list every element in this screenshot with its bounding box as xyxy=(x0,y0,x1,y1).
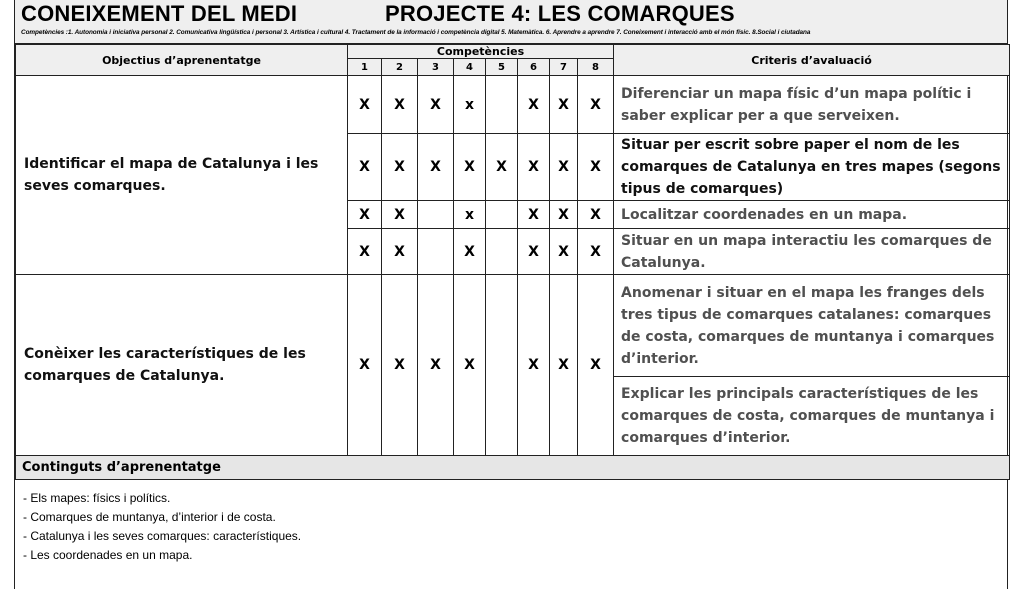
competence-mark: X xyxy=(348,134,382,201)
table-row xyxy=(16,76,1010,134)
competence-mark xyxy=(486,229,518,275)
competence-number: 1 xyxy=(348,59,382,76)
competence-mark: X xyxy=(382,275,418,456)
competence-mark: X xyxy=(418,134,454,201)
competence-number: 3 xyxy=(418,59,454,76)
contents-heading: Continguts d’aprenentatge xyxy=(16,456,1010,480)
competence-mark: X xyxy=(550,76,578,134)
competence-number: 6 xyxy=(518,59,550,76)
competence-mark: X xyxy=(518,275,550,456)
competence-mark: X xyxy=(550,201,578,229)
competence-mark: X xyxy=(550,229,578,275)
criterion-cell: Localitzar coordenades en un mapa. xyxy=(614,201,1010,229)
criterion-cell: Situar per escrit sobre paper el nom de les comarques de Catalunya en tres mapes (segons tipus de comarques) xyxy=(614,134,1010,201)
competence-mark: X xyxy=(550,275,578,456)
contents-header-row xyxy=(16,456,1010,480)
competence-number: 4 xyxy=(454,59,486,76)
competence-number: 8 xyxy=(578,59,614,76)
competence-mark: X xyxy=(454,275,486,456)
list-item: - Comarques de muntanya, d’interior i de costa. xyxy=(23,510,276,524)
table-row xyxy=(16,275,1010,377)
competence-number: 7 xyxy=(550,59,578,76)
objective-cell: Conèixer les característiques de les comarques de Catalunya. xyxy=(16,275,348,456)
competence-mark: X xyxy=(578,76,614,134)
competence-mark: X xyxy=(348,275,382,456)
competence-mark: x xyxy=(454,201,486,229)
subject-title: CONEIXEMENT DEL MEDI xyxy=(21,1,298,26)
competence-mark: X xyxy=(418,76,454,134)
competence-mark: X xyxy=(518,201,550,229)
competence-mark xyxy=(486,76,518,134)
competence-mark: X xyxy=(578,134,614,201)
objective-cell: Identificar el mapa de Catalunya i les seves comarques. xyxy=(16,76,348,275)
competence-mark: X xyxy=(382,229,418,275)
competence-number: 5 xyxy=(486,59,518,76)
contents-list xyxy=(15,489,1007,565)
criterion-cell: Anomenar i situar en el mapa les franges dels tres tipus de comarques catalanes: comarques de costa, comarques de muntanya i comarques d’interior. xyxy=(614,275,1010,377)
competence-mark xyxy=(418,201,454,229)
criterion-cell: Situar en un mapa interactiu les comarques de Catalunya. xyxy=(614,229,1010,275)
title-bar xyxy=(15,0,1007,44)
competences-header: Competències xyxy=(348,45,614,59)
competence-mark: X xyxy=(382,201,418,229)
competence-mark: X xyxy=(518,134,550,201)
competence-mark: X xyxy=(578,229,614,275)
criterion-cell: Diferenciar un mapa físic d’un mapa polític i saber explicar per a que serveixen. xyxy=(614,76,1010,134)
list-item: - Catalunya i les seves comarques: característiques. xyxy=(23,529,302,543)
list-item: - Els mapes: físics i polítics. xyxy=(23,491,171,505)
competences-legend: Competències :1. Autonomia i iniciativa personal 2. Comunicativa lingüística i personal 3. Artística i cultural 4. Tractament de la informació i competència digital 5. Matemàtica. 6. Aprendre a aprendre 7. Coneixement i interacció amb el món físic. 8.Social i ciutadana xyxy=(21,29,811,36)
competence-mark: X xyxy=(518,229,550,275)
criteria-header: Criteris d’avaluació xyxy=(614,45,1010,76)
document-page xyxy=(14,0,1008,589)
competence-mark: X xyxy=(454,229,486,275)
competence-mark: X xyxy=(348,229,382,275)
objectives-header: Objectius d’aprenentatge xyxy=(16,45,348,76)
project-title: PROJECTE 4: LES COMARQUES xyxy=(385,1,735,26)
competence-mark: X xyxy=(578,201,614,229)
competence-mark: X xyxy=(578,275,614,456)
criterion-cell: Explicar les principals característiques de les comarques de costa, comarques de muntanya i comarques d’interior. xyxy=(614,377,1010,456)
competence-mark xyxy=(486,201,518,229)
competence-mark: X xyxy=(486,134,518,201)
list-item: - Les coordenades en un mapa. xyxy=(23,548,193,562)
competence-number: 2 xyxy=(382,59,418,76)
competence-mark xyxy=(486,275,518,456)
competence-mark: X xyxy=(382,76,418,134)
competence-mark: X xyxy=(348,201,382,229)
competence-mark: X xyxy=(454,134,486,201)
competence-mark: x xyxy=(454,76,486,134)
competence-mark xyxy=(418,229,454,275)
competence-mark: X xyxy=(418,275,454,456)
competence-mark: X xyxy=(348,76,382,134)
evaluation-table xyxy=(15,44,1010,480)
competence-mark: X xyxy=(550,134,578,201)
competence-mark: X xyxy=(382,134,418,201)
competence-mark: X xyxy=(518,76,550,134)
